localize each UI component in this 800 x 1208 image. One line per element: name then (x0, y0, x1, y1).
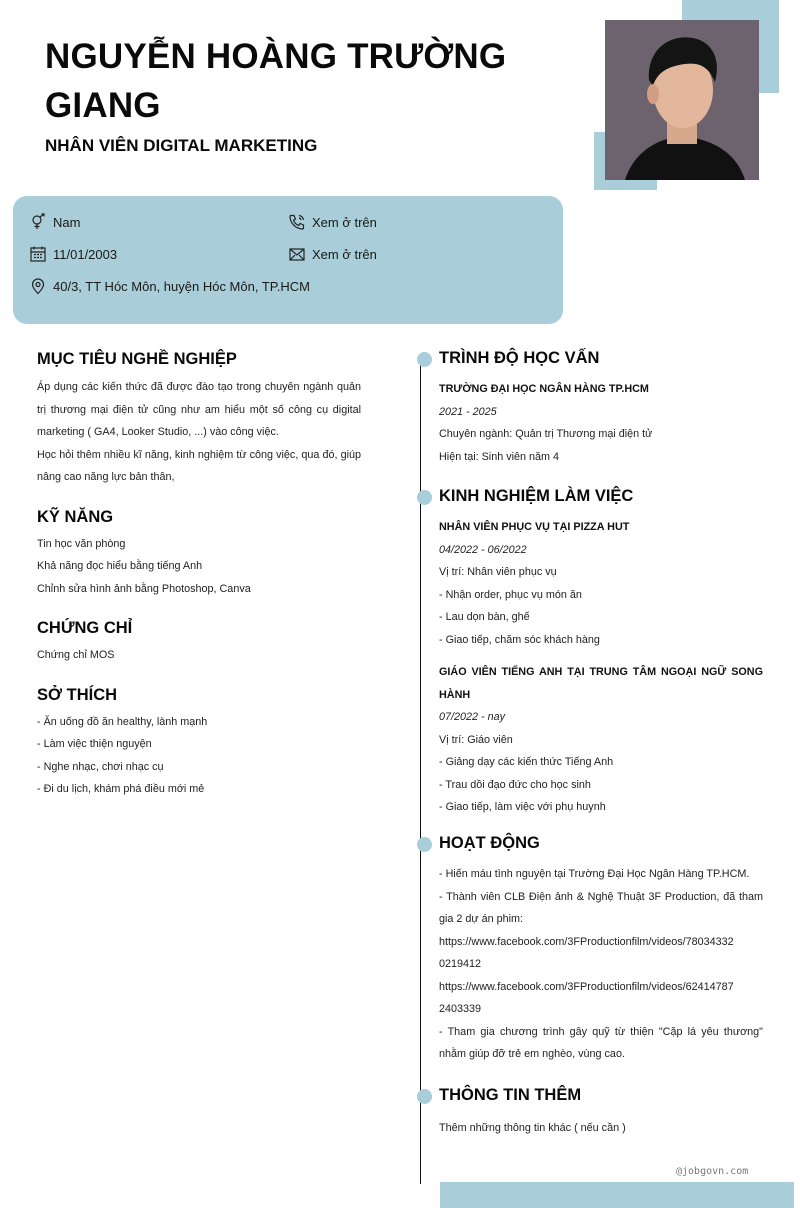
experience-section (439, 487, 763, 819)
decor-block-bottom (440, 1182, 794, 1208)
education-major: Chuyên ngành: Quản trị Thương mại điện tử (439, 428, 653, 440)
hobby-item: - Làm việc thiện nguyện (37, 738, 152, 750)
extra-heading: THÔNG TIN THÊM (439, 1086, 582, 1104)
job-period-2: 07/2022 - nay (439, 711, 506, 723)
education-section (439, 349, 763, 468)
activities-section (439, 834, 763, 1066)
school-name: TRƯỜNG ĐẠI HỌC NGÂN HÀNG TP.HCM (439, 383, 649, 395)
skill-item: Tin học văn phòng (37, 537, 126, 550)
candidate-name: NGUYỄN HOÀNG TRƯỜNG GIANG (45, 37, 507, 125)
contact-address (29, 277, 310, 295)
email-value: Xem ở trên (312, 246, 377, 262)
job-detail: - Trau dồi đạo đức cho học sinh (439, 778, 591, 791)
job-title-2: GIÁO VIÊN TIẾNG ANH TẠI TRUNG TÂM NGOẠI NGỮ SONG HÀNH (439, 666, 763, 701)
activity-link: https://www.facebook.com/3FProductionfilm/videos/62414787 (439, 980, 734, 993)
activity-link: 0219412 (439, 958, 482, 970)
timeline-dot (417, 1089, 432, 1104)
activity-link: 2403339 (439, 1003, 482, 1015)
calendar-icon (29, 245, 47, 263)
timeline-line (420, 360, 421, 1184)
objective-paragraph-2: Học hỏi thêm nhiều kĩ năng, kinh nghiệm từ công việc, qua đó, giúp nâng cao năng lực bản thân, (37, 448, 361, 483)
hobby-item: - Nghe nhạc, chơi nhạc cụ (37, 760, 164, 773)
timeline-dot (417, 490, 432, 505)
job-title: NHÂN VIÊN DIGITAL MARKETING (45, 136, 318, 155)
job-detail: Vị trí: Nhân viên phục vụ (439, 566, 557, 578)
certificates-heading: CHỨNG CHỈ (37, 619, 133, 637)
gender-value: Nam (53, 214, 81, 230)
education-status: Hiện tại: Sinh viên năm 4 (439, 450, 560, 463)
education-period: 2021 - 2025 (439, 405, 497, 418)
phone-icon (288, 213, 306, 231)
job-detail: - Lau dọn bàn, ghế (439, 611, 530, 623)
job-period-1: 04/2022 - 06/2022 (439, 543, 527, 556)
timeline-dot (417, 837, 432, 852)
avatar (605, 20, 759, 180)
extra-text: Thêm những thông tin khác ( nếu cần ) (439, 1122, 626, 1134)
contact-panel (13, 196, 563, 324)
hobbies-heading: SỞ THÍCH (37, 685, 118, 704)
skill-item: Chỉnh sửa hình ảnh bằng Photoshop, Canva (37, 582, 251, 595)
birthday-value: 11/01/2003 (53, 246, 118, 262)
experience-heading: KINH NGHIỆM LÀM VIỆC (439, 487, 634, 505)
activity-link: https://www.facebook.com/3FProductionfilm/videos/78034332 (439, 935, 734, 948)
job-detail: Vị trí: Giáo viên (439, 733, 513, 746)
job-detail: - Nhận order, phục vụ món ăn (439, 588, 582, 601)
watermark: @jobgovn.com (676, 1166, 749, 1177)
location-pin-icon (29, 277, 47, 295)
activity-item: - Hiến máu tình nguyện tại Trường Đại Học Ngân Hàng TP.HCM. (439, 868, 750, 880)
hobby-item: - Đi du lịch, khám phá điều mới mẻ (37, 783, 205, 795)
job-detail: - Giảng dạy các kiến thức Tiếng Anh (439, 756, 614, 768)
activities-heading: HOẠT ĐỘNG (439, 834, 540, 852)
education-heading: TRÌNH ĐỘ HỌC VẤN (439, 349, 600, 367)
objective-paragraph-1: Áp dụng các kiến thức đã được đào tạo trong chuyên ngành quản trị thương mại điện tử cũng như am hiểu một số công cụ digital marketing ( GA4, Looker Studio, ...) vào công việc. (37, 381, 361, 438)
phone-value: Xem ở trên (312, 214, 377, 230)
contact-phone (288, 213, 377, 231)
objective-heading: MỤC TIÊU NGHỀ NGHIỆP (37, 350, 237, 368)
skills-heading: KỸ NĂNG (37, 507, 114, 526)
address-value: 40/3, TT Hóc Môn, huyện Hóc Môn, TP.HCM (53, 278, 310, 294)
contact-birthday (29, 245, 117, 263)
timeline-dot (417, 352, 432, 367)
gender-icon (29, 213, 47, 231)
extra-section (439, 1086, 763, 1140)
job-detail: - Giao tiếp, chăm sóc khách hàng (439, 633, 600, 646)
left-column (37, 350, 361, 801)
certificate-item: Chứng chỉ MOS (37, 649, 115, 661)
activity-item: - Tham gia chương trình gây quỹ từ thiện "Cặp lá yêu thương" nhằm giúp đỡ trẻ em nghèo, vùng cao. (439, 1025, 763, 1060)
hobby-item: - Ăn uống đồ ăn healthy, lành mạnh (37, 715, 208, 728)
job-detail: - Giao tiếp, làm việc với phụ huynh (439, 801, 606, 813)
mail-icon (288, 245, 306, 263)
contact-gender (29, 213, 80, 231)
job-title-1: NHÂN VIÊN PHỤC VỤ TẠI PIZZA HUT (439, 521, 630, 533)
skill-item: Khả năng đọc hiểu bằng tiếng Anh (37, 560, 203, 572)
activity-item: - Thành viên CLB Điện ảnh & Nghệ Thuật 3F Production, đã tham gia 2 dự án phim: (439, 890, 763, 925)
contact-email (288, 245, 377, 263)
